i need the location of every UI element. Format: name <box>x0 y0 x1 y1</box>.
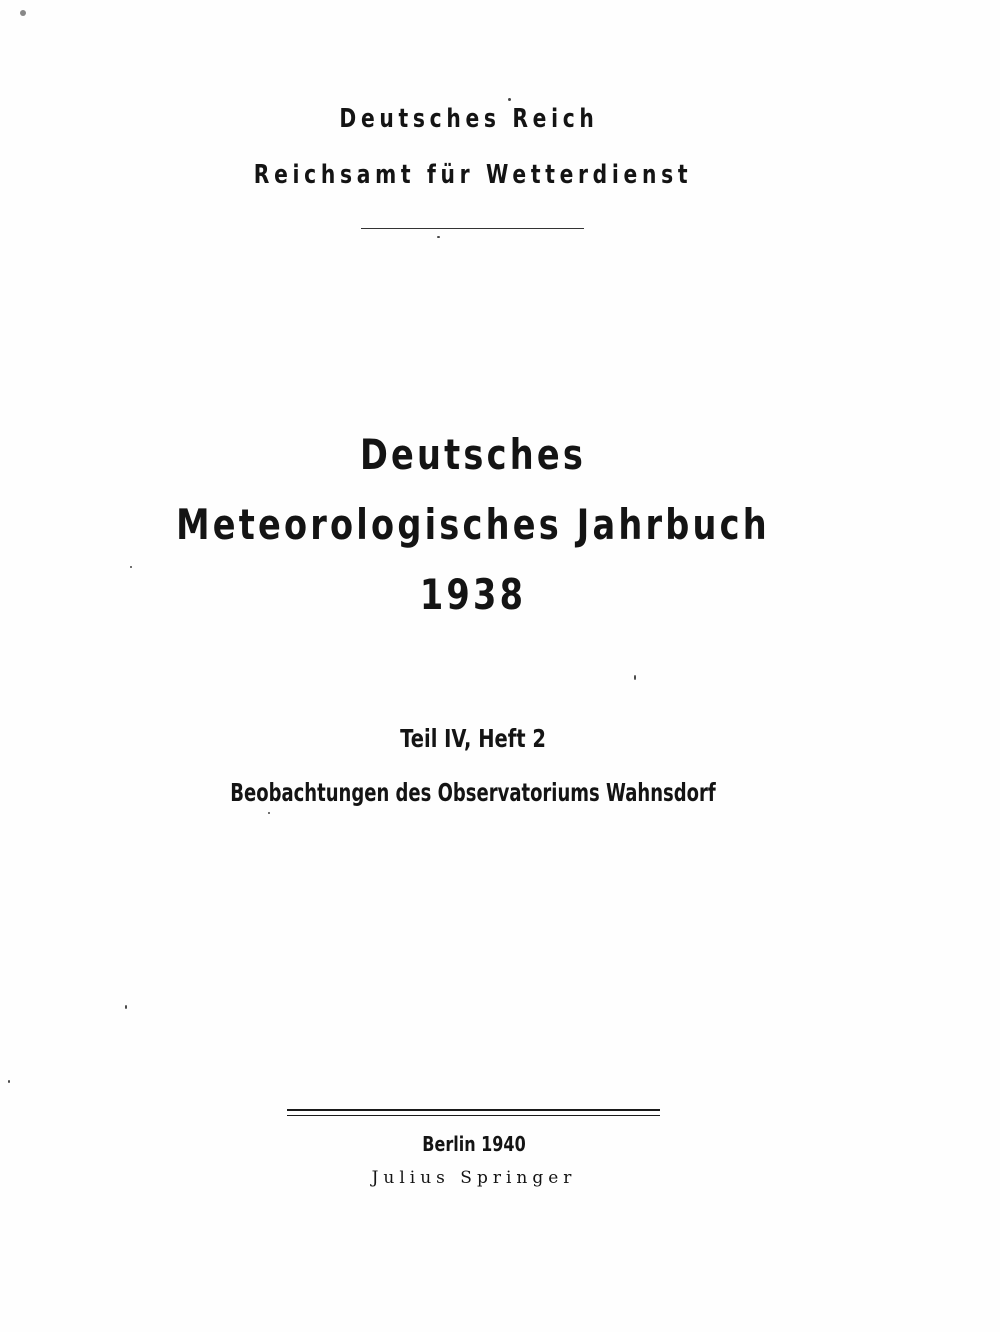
title-year: 1938 <box>419 570 527 619</box>
scan-speck <box>125 1005 127 1009</box>
title-line-1: Deutsches <box>359 430 587 479</box>
scan-speck <box>130 566 132 568</box>
scan-speck <box>8 1080 10 1083</box>
imprint-divider <box>287 1109 660 1116</box>
volume-subject: Beobachtungen des Observatoriums Wahnsdorf <box>230 778 716 807</box>
header-divider <box>361 228 584 229</box>
scan-speck <box>268 812 270 814</box>
scan-speck <box>508 98 511 101</box>
part-number: Teil IV, Heft 2 <box>400 724 546 753</box>
issuing-state: Deutsches Reich <box>339 104 599 134</box>
imprint-publisher: Julius Springer <box>371 1168 577 1188</box>
scan-speck <box>20 10 26 16</box>
scan-speck <box>437 236 440 238</box>
scan-speck <box>634 675 636 680</box>
title-line-2: Meteorologisches Jahrbuch <box>176 500 770 549</box>
issuing-office: Reichsamt für Wetterdienst <box>253 160 693 190</box>
imprint-place-year: Berlin 1940 <box>422 1132 526 1156</box>
